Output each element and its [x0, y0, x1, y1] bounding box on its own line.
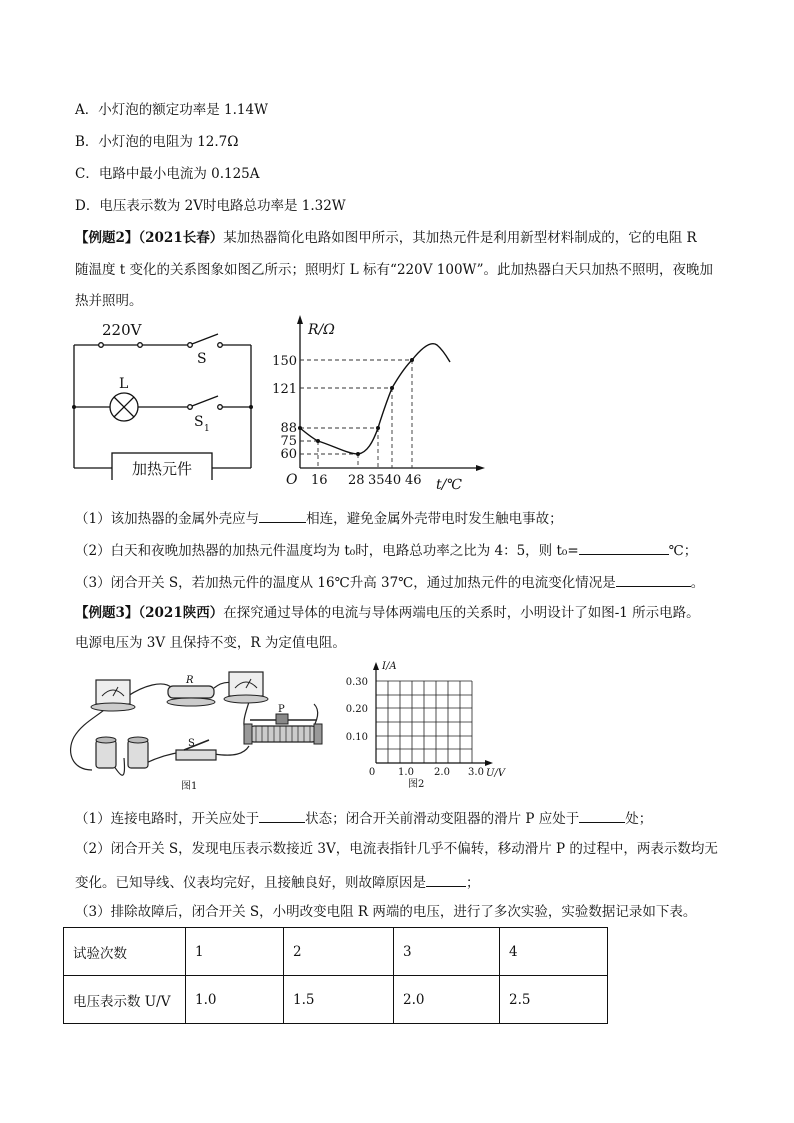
graph-r-xtick-28: 28 — [348, 473, 365, 488]
example2-q2-post: ℃； — [668, 543, 698, 559]
example3-q3: （3）排除故障后，闭合开关 S，小明改变电阻 R 两端的电压，进行了多次实验，实验数据记录如下表。 — [75, 904, 697, 920]
fig1-p-label: P — [278, 704, 285, 715]
graph-r-y-label: R/Ω — [308, 322, 335, 338]
experiment-data-table — [63, 927, 608, 1024]
fig2-xtick-10: 1.0 — [398, 767, 414, 778]
fig1-s-label: S — [188, 738, 195, 749]
example3-q1 — [75, 808, 652, 828]
fig2-xtick-20: 2.0 — [434, 767, 450, 778]
ammeter-icon — [91, 680, 135, 711]
example2-q3-post: 。 — [690, 575, 705, 591]
graph-r-ytick-121: 121 — [272, 382, 297, 397]
example3-q1-a: （1）连接电路时，开关应处于 — [75, 811, 260, 827]
fig2-xtick-30: 3.0 — [468, 767, 484, 778]
graph-r-x-label: t/℃ — [436, 477, 463, 492]
graph-r-xtick-46: 46 — [405, 473, 422, 488]
graph-r-ytick-60: 60 — [280, 447, 297, 462]
circuit-heater-label: 加热元件 — [131, 460, 193, 478]
switch-s-icon — [176, 740, 216, 760]
example2-line3: 热并照明。 — [75, 293, 143, 309]
example2-q1 — [75, 508, 563, 528]
fig2-ytick-020: 0.20 — [345, 704, 368, 715]
option-a: A．小灯泡的额定功率是 1.14W — [75, 102, 268, 118]
table-row — [64, 928, 608, 976]
table-cell: 1.0 — [186, 976, 284, 1024]
answer-blank-t0[interactable] — [579, 540, 669, 555]
table-cell: 3 — [394, 928, 500, 976]
example3-q2-line1: （2）闭合开关 S，发现电压表示数接近 3V，电流表指针几乎不偏转，移动滑片 P 的过程中，两表示数均无 — [75, 841, 718, 857]
answer-blank-fault-reason[interactable] — [426, 872, 466, 887]
graph-r-xtick-3540: 3540 — [368, 473, 402, 488]
graph-r-origin: O — [286, 472, 298, 488]
graph-r-xtick-16: 16 — [311, 473, 328, 488]
example3-q1-b: 状态；闭合开关前滑动变阻器的滑片 P 应处于 — [305, 811, 580, 827]
table-cell: 2 — [284, 928, 394, 976]
circuit-switch-s1-label: S — [194, 414, 204, 430]
example3-q2-c: ； — [466, 875, 480, 891]
fig2-ytick-010: 0.10 — [345, 732, 368, 743]
example2-line1 — [75, 229, 697, 247]
resistor-r-icon — [167, 686, 215, 706]
example3-tag: 【例题3】（2021陕西） — [75, 605, 224, 621]
fig1-caption: 图1 — [181, 781, 198, 792]
answer-blank-ground[interactable] — [259, 508, 306, 523]
fig2-x-label: U/V — [486, 768, 506, 779]
example2-line2: 随温度 t 变化的关系图象如图乙所示；照明灯 L 标有“220V 100W”。此加热器白天只加热不照明，夜晚加 — [75, 262, 714, 278]
table-cell: 1 — [186, 928, 284, 976]
rheostat-icon — [244, 714, 322, 744]
option-d: D．电压表示数为 2V时电路总功率是 1.32W — [75, 198, 346, 214]
table-row — [64, 976, 608, 1024]
option-c: C．电路中最小电流为 0.125A — [75, 166, 260, 182]
graph-r-ytick-150: 150 — [272, 354, 297, 369]
voltmeter-icon — [224, 672, 268, 703]
graph-r-ytick-75: 75 — [280, 434, 297, 449]
fig2-caption: 图2 — [408, 779, 425, 790]
example2-q3 — [75, 572, 704, 592]
circuit-switch-s-label: S — [197, 351, 207, 367]
example2-q1-post: 相连，避免金属外壳带电时发生触电事故； — [306, 511, 563, 527]
experiment-apparatus-figure — [64, 662, 334, 797]
heater-circuit-diagram — [68, 320, 258, 480]
fig2-xtick-0: 0 — [368, 767, 376, 778]
example2-q3-pre: （3）闭合开关 S，若加热元件的温度从 16℃升高 37℃，通过加热元件的电流变化情况是 — [75, 575, 616, 591]
fig1-r-label: R — [186, 675, 194, 686]
answer-blank-slider-position[interactable] — [579, 808, 625, 823]
table-header-cell: 电压表示数 U/V — [64, 976, 186, 1024]
circuit-switch-s1-subscript: 1 — [204, 424, 210, 434]
example2-q2-pre: （2）白天和夜晚加热器的加热元件温度均为 t₀时，电路总功率之比为 4：5，则 t₀= — [75, 543, 579, 559]
example3-q2-line2 — [75, 872, 480, 892]
fig2-y-label: I/A — [382, 661, 397, 672]
resistance-temperature-graph — [262, 312, 492, 492]
example3-text1: 在探究通过导体的电流与导体两端电压的关系时，小明设计了如图-1 所示电路。 — [223, 605, 700, 621]
battery-icon — [96, 737, 148, 768]
table-header-cell: 试验次数 — [64, 928, 186, 976]
option-b: B．小灯泡的电阻为 12.7Ω — [75, 134, 239, 150]
circuit-voltage-label: 220V — [102, 321, 142, 339]
example3-line2: 电源电压为 3V 且保持不变，R 为定值电阻。 — [75, 635, 346, 651]
circuit-lamp-label: L — [119, 376, 129, 392]
example2-q1-pre: （1）该加热器的金属外壳应与 — [75, 511, 260, 527]
answer-blank-current-change[interactable] — [616, 572, 691, 587]
example2-text1: 某加热器简化电路如图甲所示，其加热元件是利用新型材料制成的，它的电阻 R — [223, 230, 697, 246]
example3-q2-b: 变化。已知导线、仪表均完好，且接触良好，则故障原因是 — [75, 875, 426, 891]
current-voltage-grid — [338, 655, 508, 790]
answer-blank-switch-state[interactable] — [259, 808, 305, 823]
table-cell: 2.0 — [394, 976, 500, 1024]
example2-q2 — [75, 540, 697, 560]
example3-line1 — [75, 604, 700, 622]
fig2-ytick-030: 0.30 — [345, 677, 368, 688]
graph-r-ytick-88: 88 — [280, 421, 297, 436]
table-cell: 1.5 — [284, 976, 394, 1024]
table-cell: 2.5 — [500, 976, 608, 1024]
table-cell: 4 — [500, 928, 608, 976]
example2-tag: 【例题2】（2021长春） — [75, 230, 224, 246]
example3-q1-c: 处； — [625, 811, 653, 827]
